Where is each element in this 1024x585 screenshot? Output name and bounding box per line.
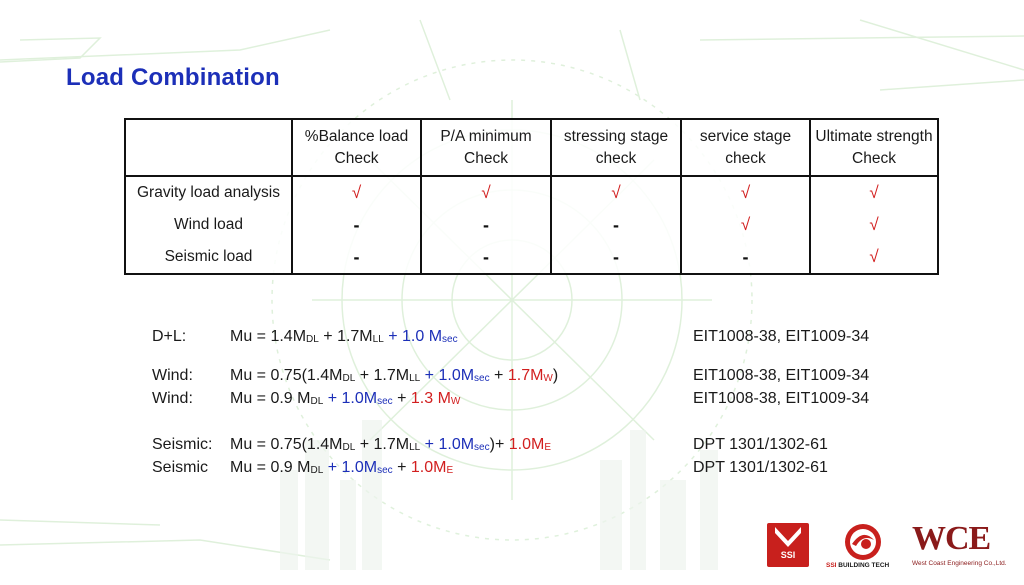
equation-subscript: DL bbox=[342, 442, 356, 453]
equation-term: + bbox=[392, 390, 411, 407]
equation-term: + 1.7M bbox=[318, 328, 373, 345]
check-mark: √ bbox=[421, 176, 551, 209]
equation-term: Mu = 0.75(1.4M bbox=[230, 436, 343, 453]
equation-subscript: LL bbox=[409, 373, 421, 384]
building-tech-rest: BUILDING TECH bbox=[836, 562, 890, 569]
equation-term: Mu = 1.4M bbox=[230, 328, 307, 345]
formula-reference: DPT 1301/1302-61 bbox=[693, 459, 828, 476]
check-mark: √ bbox=[810, 209, 938, 241]
formula-equation bbox=[230, 458, 453, 481]
equation-subscript: sec bbox=[377, 465, 393, 476]
formula-equation bbox=[230, 366, 558, 389]
header-line: P/A minimum bbox=[440, 127, 532, 145]
logo-strip bbox=[760, 520, 1024, 580]
equation-subscript: DL bbox=[310, 465, 324, 476]
building-tech-logo bbox=[840, 522, 886, 562]
header-line: Check bbox=[334, 149, 379, 167]
equation-term: + 1.7M bbox=[355, 367, 410, 384]
equation-term: + 1.0M bbox=[323, 390, 378, 407]
formula-equation bbox=[230, 435, 551, 458]
equation-subscript: DL bbox=[342, 373, 356, 384]
check-mark: √ bbox=[810, 176, 938, 209]
equation-term: + 1.0 M bbox=[383, 328, 443, 345]
check-mark: √ bbox=[681, 209, 810, 241]
formula-label: Wind: bbox=[152, 367, 193, 384]
formula-reference: EIT1008-38, EIT1009-34 bbox=[693, 367, 870, 384]
equation-subscript: sec bbox=[474, 373, 490, 384]
header-line: Check bbox=[464, 149, 508, 167]
row-label: Wind load bbox=[174, 216, 243, 233]
ssi-emblem-icon bbox=[767, 523, 809, 553]
building-tech-brand: SSI bbox=[826, 562, 837, 569]
equation-term: + bbox=[392, 459, 411, 476]
equation-term: 1.0M bbox=[410, 459, 447, 476]
ssi-logo bbox=[767, 523, 809, 567]
equation-term: ) bbox=[552, 367, 559, 384]
equation-term: + 1.7M bbox=[355, 436, 410, 453]
dash-mark: - bbox=[292, 209, 421, 241]
building-tech-caption bbox=[826, 562, 889, 569]
dash-mark: - bbox=[421, 209, 551, 241]
equation-subscript: sec bbox=[474, 442, 490, 453]
equation-term: 1.7M bbox=[507, 367, 544, 384]
formula-equation bbox=[230, 389, 460, 412]
dash-mark: - bbox=[292, 241, 421, 274]
equation-term: + 1.0M bbox=[323, 459, 378, 476]
equation-term: )+ bbox=[489, 436, 509, 453]
equation-subscript: sec bbox=[377, 396, 393, 407]
dash-mark: - bbox=[551, 241, 681, 274]
header-line: service stage bbox=[699, 127, 792, 145]
equation-subscript: sec bbox=[442, 334, 458, 345]
check-mark: √ bbox=[810, 241, 938, 274]
equation-term: Mu = 0.9 M bbox=[230, 390, 311, 407]
equation-subscript: W bbox=[450, 396, 461, 407]
equation-subscript: LL bbox=[372, 334, 384, 345]
dash-mark: - bbox=[551, 209, 681, 241]
header-line: check bbox=[595, 149, 637, 167]
header-line: %Balance load bbox=[304, 127, 409, 145]
formula-reference: EIT1008-38, EIT1009-34 bbox=[693, 390, 870, 407]
row-label: Gravity load analysis bbox=[136, 184, 280, 201]
equation-term: + 1.0M bbox=[420, 436, 475, 453]
header-line: stressing stage bbox=[563, 127, 669, 145]
formula-label: Seismic: bbox=[152, 436, 213, 453]
slide-title: Load Combination bbox=[66, 64, 280, 91]
formula-label: D+L: bbox=[152, 328, 187, 345]
equation-term: Mu = 0.9 M bbox=[230, 459, 311, 476]
check-mark: √ bbox=[551, 176, 681, 209]
header-line: Ultimate strength bbox=[815, 127, 933, 145]
dash-mark: - bbox=[421, 241, 551, 274]
equation-subscript: E bbox=[446, 465, 454, 476]
formula-label: Wind: bbox=[152, 390, 193, 407]
equation-term: + bbox=[489, 367, 508, 384]
equation-subscript: LL bbox=[409, 442, 421, 453]
equation-subscript: DL bbox=[310, 396, 324, 407]
equation-term: 1.3 M bbox=[410, 390, 451, 407]
row-label: Seismic load bbox=[164, 248, 253, 265]
equation-subscript: E bbox=[544, 442, 551, 453]
formula-reference: DPT 1301/1302-61 bbox=[693, 436, 828, 453]
wce-caption: West Coast Engineering Co.,Ltd. bbox=[912, 560, 1007, 567]
dash-mark: - bbox=[681, 241, 810, 274]
equation-subscript: W bbox=[543, 373, 553, 384]
equation-subscript: DL bbox=[306, 334, 319, 345]
formula-label: Seismic bbox=[152, 459, 209, 476]
building-tech-emblem-icon bbox=[840, 522, 886, 562]
equation-term: 1.0M bbox=[508, 436, 545, 453]
check-mark: √ bbox=[681, 176, 810, 209]
equation-term: + 1.0M bbox=[420, 367, 475, 384]
wce-logo: WCE bbox=[912, 520, 991, 557]
check-mark: √ bbox=[292, 176, 421, 209]
formula-equation bbox=[230, 327, 458, 350]
equation-term: Mu = 0.75(1.4M bbox=[230, 367, 343, 384]
header-line: check bbox=[725, 149, 766, 167]
formula-reference: EIT1008-38, EIT1009-34 bbox=[693, 328, 870, 345]
header-line: Check bbox=[852, 149, 896, 167]
ssi-logo-text: SSI bbox=[780, 550, 796, 560]
